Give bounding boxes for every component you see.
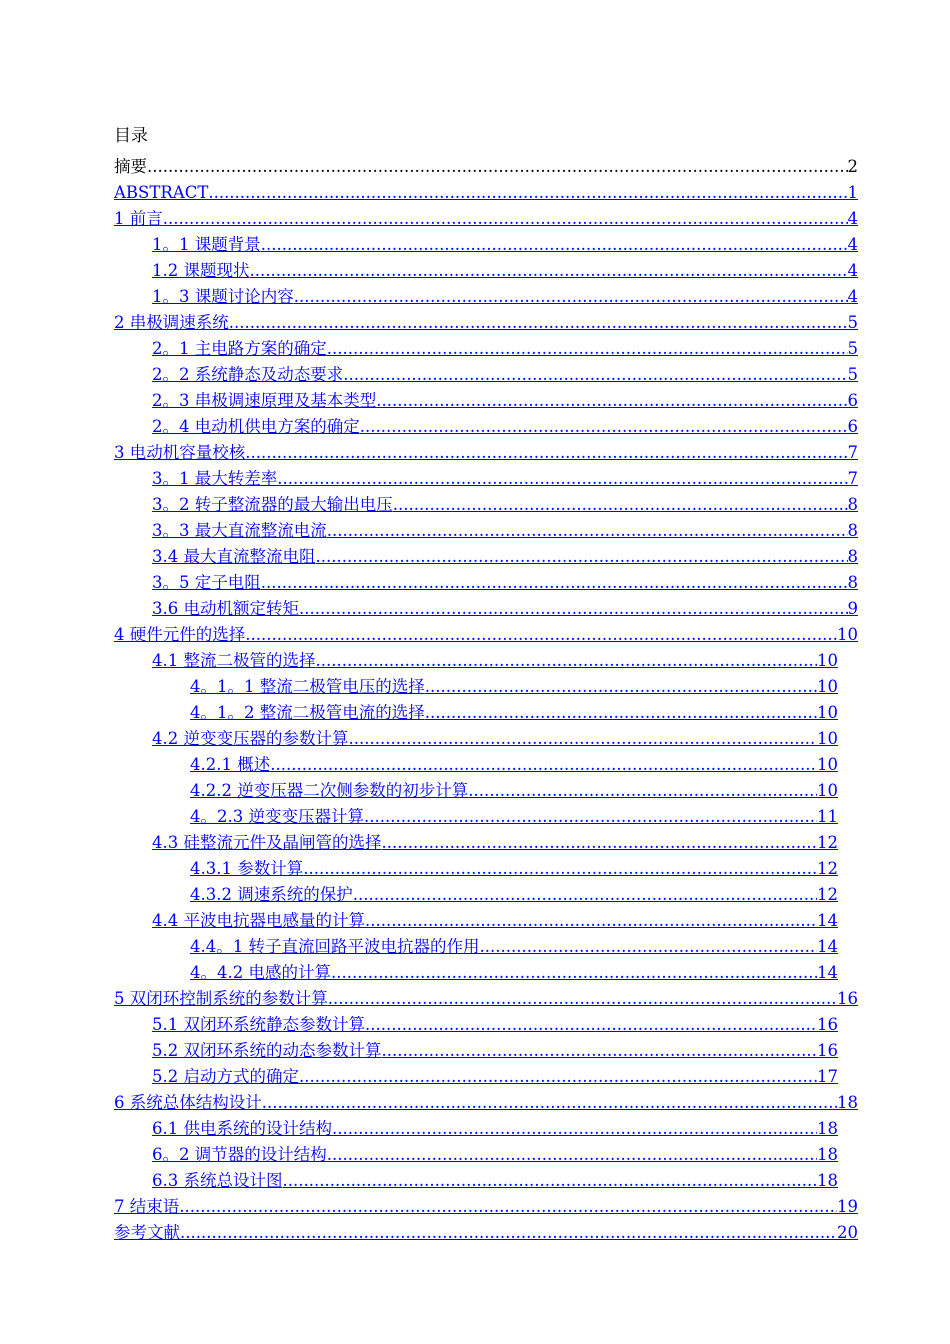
toc-heading: 目录 — [114, 126, 148, 146]
toc-page-number: 18 — [817, 1145, 838, 1164]
toc-entry-label: 4.2 逆变变压器的参数计算 — [152, 729, 349, 748]
toc-entry[interactable] — [0, 1165, 950, 1191]
toc-page-number: 20 — [837, 1223, 858, 1242]
toc-entry-label: 摘要 — [114, 157, 147, 176]
toc-page-number: 10 — [817, 677, 838, 696]
toc-dot-leader — [349, 729, 818, 749]
toc-entry[interactable] — [0, 723, 950, 749]
toc-dot-leader — [365, 1015, 817, 1035]
toc-entry[interactable] — [0, 1191, 950, 1217]
toc-entry[interactable] — [0, 463, 950, 489]
toc-page-number: 7 — [847, 443, 858, 462]
toc-page-number: 12 — [817, 833, 838, 852]
toc-page-number: 5 — [847, 339, 858, 358]
toc-entry-label: 2。3 串极调速原理及基本类型 — [152, 391, 377, 410]
toc-page-number: 16 — [817, 1015, 838, 1034]
toc-dot-leader — [283, 1171, 818, 1191]
toc-entry-label: 5.2 启动方式的确定 — [152, 1067, 299, 1086]
toc-entry[interactable] — [0, 697, 950, 723]
toc-dot-leader — [364, 807, 817, 827]
toc-entry-label: 4.2.2 逆变压器二次侧参数的初步计算 — [190, 781, 469, 800]
toc-page-number: 18 — [817, 1171, 838, 1190]
toc-dot-leader — [327, 1145, 817, 1165]
toc-dot-leader — [468, 781, 817, 801]
toc-dot-leader — [316, 547, 848, 567]
toc-page-number: 10 — [817, 781, 838, 800]
toc-entry-label: 4。4.2 电感的计算 — [190, 963, 331, 982]
toc-page-number: 14 — [817, 911, 838, 930]
toc-entry[interactable] — [0, 281, 950, 307]
toc-dot-leader — [147, 157, 848, 177]
toc-entry[interactable] — [0, 567, 950, 593]
toc-entry-label: 1 前言 — [114, 209, 163, 228]
toc-entry[interactable] — [0, 749, 950, 775]
toc-entry-label: 3。5 定子电阻 — [152, 573, 261, 592]
toc-page-number: 16 — [817, 1041, 838, 1060]
toc-entry[interactable] — [0, 905, 950, 931]
toc-entry-label: 7 结束语 — [114, 1197, 180, 1216]
toc-entry-label: 5 双闭环控制系统的参数计算 — [114, 989, 328, 1008]
toc-entry[interactable] — [0, 229, 950, 255]
toc-entry[interactable] — [0, 827, 950, 853]
toc-dot-leader — [365, 911, 817, 931]
toc-dot-leader — [425, 703, 817, 723]
toc-entry-label: 3.6 电动机额定转矩 — [152, 599, 299, 618]
toc-dot-leader — [277, 469, 847, 489]
toc-page-number: 19 — [837, 1197, 858, 1216]
toc-entry-label: 2。2 系统静态及动态要求 — [152, 365, 344, 384]
toc-entry-label: 4。1。2 整流二极管电流的选择 — [190, 703, 425, 722]
toc-dot-leader — [179, 1197, 837, 1217]
toc-dot-leader — [327, 521, 848, 541]
toc-entry-label: 4 硬件元件的选择 — [114, 625, 246, 644]
toc-page-number: 17 — [817, 1067, 838, 1086]
toc-dot-leader — [376, 391, 847, 411]
toc-entry[interactable] — [0, 203, 950, 229]
toc-entry-label: 3 电动机容量校核 — [114, 443, 246, 462]
toc-dot-leader — [250, 261, 848, 281]
toc-entry[interactable] — [0, 1009, 950, 1035]
toc-page-number: 4 — [847, 235, 858, 254]
toc-entry[interactable] — [0, 957, 950, 983]
toc-dot-leader — [331, 963, 817, 983]
toc-dot-leader — [261, 573, 848, 593]
toc-dot-leader — [299, 1067, 817, 1087]
toc-dot-leader — [316, 651, 818, 671]
toc-dot-leader — [382, 1041, 818, 1061]
toc-entry[interactable] — [0, 411, 950, 437]
toc-entry[interactable] — [0, 671, 950, 697]
toc-entry-label: 4.4。1 转子直流回路平波电抗器的作用 — [190, 937, 480, 956]
toc-dot-leader — [303, 859, 817, 879]
toc-entry[interactable] — [0, 619, 950, 645]
toc-page-number: 9 — [847, 599, 858, 618]
toc-dot-leader — [208, 183, 847, 203]
toc-entry-label: 4。1。1 整流二极管电压的选择 — [190, 677, 425, 696]
toc-entry[interactable] — [0, 645, 950, 671]
toc-entry-label: 4.4 平波电抗器电感量的计算 — [152, 911, 365, 930]
toc-page-number: 8 — [847, 521, 858, 540]
toc-dot-leader — [270, 755, 817, 775]
toc-dot-leader — [262, 1093, 837, 1113]
toc-dot-leader — [163, 209, 848, 229]
toc-entry[interactable] — [0, 333, 950, 359]
toc-entry-label: 3。3 最大直流整流电流 — [152, 521, 327, 540]
toc-dot-leader — [479, 937, 817, 957]
toc-entry-label: 5.1 双闭环系统静态参数计算 — [152, 1015, 365, 1034]
table-of-contents — [0, 151, 950, 1243]
toc-entry[interactable] — [0, 1113, 950, 1139]
toc-dot-leader — [393, 495, 848, 515]
toc-page-number: 4 — [847, 209, 858, 228]
toc-page-number: 12 — [817, 859, 838, 878]
toc-page-number: 4 — [847, 261, 858, 280]
toc-dot-leader — [353, 885, 817, 905]
toc-page-number: 16 — [837, 989, 858, 1008]
toc-entry-label: 1。1 课题背景 — [152, 235, 261, 254]
toc-entry-label: 4.2.1 概述 — [190, 755, 271, 774]
toc-entry-label: 3。2 转子整流器的最大输出电压 — [152, 495, 393, 514]
toc-dot-leader — [425, 677, 817, 697]
toc-dot-leader — [261, 235, 848, 255]
toc-dot-leader — [245, 625, 837, 645]
toc-dot-leader — [327, 339, 848, 359]
toc-entry[interactable] — [0, 1217, 950, 1243]
toc-entry[interactable] — [0, 879, 950, 905]
toc-entry-label: 6.1 供电系统的设计结构 — [152, 1119, 332, 1138]
toc-dot-leader — [299, 599, 848, 619]
toc-entry[interactable] — [0, 359, 950, 385]
toc-page-number: 11 — [817, 807, 838, 826]
toc-page-number: 14 — [817, 937, 838, 956]
toc-page-number: 2 — [847, 157, 858, 176]
toc-page-number: 4 — [847, 287, 858, 306]
toc-entry-label: 6.3 系统总设计图 — [152, 1171, 283, 1190]
toc-entry-label: ABSTRACT — [114, 183, 209, 202]
toc-dot-leader — [229, 313, 848, 333]
toc-entry-label: 4.3 硅整流元件及晶闸管的选择 — [152, 833, 382, 852]
toc-dot-leader — [343, 365, 847, 385]
toc-entry[interactable] — [0, 385, 950, 411]
toc-page-number: 10 — [817, 729, 838, 748]
toc-entry[interactable] — [0, 489, 950, 515]
toc-entry-label: 6 系统总体结构设计 — [114, 1093, 262, 1112]
toc-entry-label: 4.3.2 调速系统的保护 — [190, 885, 353, 904]
toc-page-number: 10 — [817, 651, 838, 670]
toc-entry[interactable] — [0, 1061, 950, 1087]
toc-entry[interactable] — [0, 931, 950, 957]
toc-entry[interactable] — [0, 1139, 950, 1165]
toc-page-number: 8 — [847, 495, 858, 514]
toc-entry[interactable] — [0, 255, 950, 281]
toc-page-number: 10 — [837, 625, 858, 644]
toc-entry[interactable] — [0, 437, 950, 463]
toc-entry — [0, 151, 950, 177]
toc-entry[interactable] — [0, 1035, 950, 1061]
toc-entry[interactable] — [0, 177, 950, 203]
toc-entry[interactable] — [0, 853, 950, 879]
toc-entry[interactable] — [0, 541, 950, 567]
toc-entry[interactable] — [0, 307, 950, 333]
toc-page-number: 12 — [817, 885, 838, 904]
toc-entry-label: 2 串极调速系统 — [114, 313, 229, 332]
toc-page-number: 6 — [847, 391, 858, 410]
toc-page-number: 1 — [847, 183, 858, 202]
toc-dot-leader — [382, 833, 818, 853]
toc-entry[interactable] — [0, 593, 950, 619]
toc-page-number: 10 — [817, 755, 838, 774]
toc-page-number: 8 — [847, 547, 858, 566]
toc-page-number: 6 — [847, 417, 858, 436]
toc-entry-label: 5.2 双闭环系统的动态参数计算 — [152, 1041, 382, 1060]
toc-entry[interactable] — [0, 801, 950, 827]
toc-page-number: 5 — [847, 365, 858, 384]
toc-entry-label: 6。2 调节器的设计结构 — [152, 1145, 327, 1164]
toc-entry-label: 3。1 最大转差率 — [152, 469, 278, 488]
toc-entry-label: 2。1 主电路方案的确定 — [152, 339, 327, 358]
toc-entry[interactable] — [0, 1087, 950, 1113]
toc-entry-label: 参考文献 — [114, 1223, 180, 1242]
toc-dot-leader — [328, 989, 837, 1009]
toc-entry-label: 4。2.3 逆变变压器计算 — [190, 807, 364, 826]
toc-entry-label: 2。4 电动机供电方案的确定 — [152, 417, 360, 436]
toc-dot-leader — [180, 1223, 837, 1243]
toc-dot-leader — [294, 287, 848, 307]
toc-entry[interactable] — [0, 775, 950, 801]
toc-entry-label: 1.2 课题现状 — [152, 261, 250, 280]
toc-dot-leader — [332, 1119, 817, 1139]
toc-page-number: 8 — [847, 573, 858, 592]
toc-dot-leader — [245, 443, 847, 463]
toc-page-number: 18 — [837, 1093, 858, 1112]
toc-entry-label: 4.1 整流二极管的选择 — [152, 651, 316, 670]
toc-entry[interactable] — [0, 983, 950, 1009]
toc-page-number: 18 — [817, 1119, 838, 1138]
toc-entry[interactable] — [0, 515, 950, 541]
toc-dot-leader — [360, 417, 848, 437]
toc-page-number: 14 — [817, 963, 838, 982]
toc-page-number: 7 — [847, 469, 858, 488]
toc-page-number: 5 — [847, 313, 858, 332]
toc-page-number: 10 — [817, 703, 838, 722]
toc-entry-label: 4.3.1 参数计算 — [190, 859, 304, 878]
toc-entry-label: 3.4 最大直流整流电阻 — [152, 547, 316, 566]
toc-entry-label: 1。3 课题讨论内容 — [152, 287, 294, 306]
